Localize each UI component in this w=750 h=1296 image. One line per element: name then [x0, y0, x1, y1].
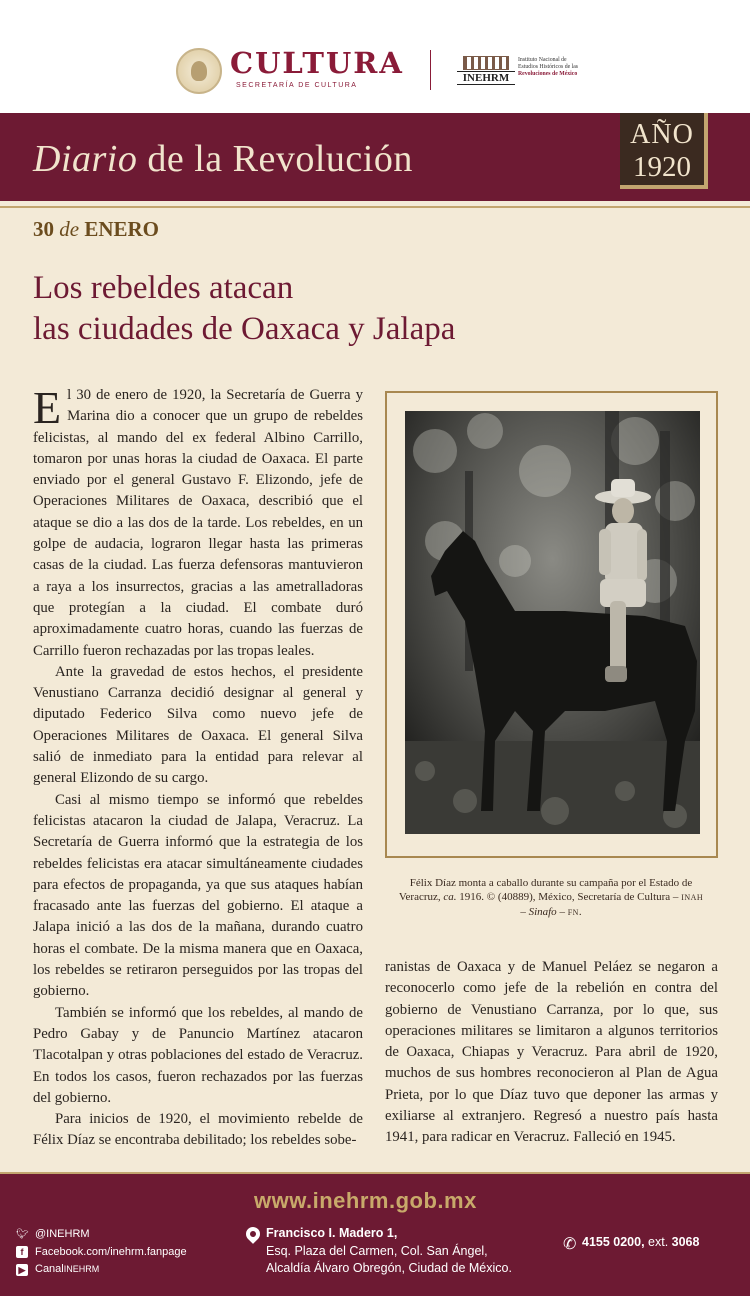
youtube-icon: ▶ [16, 1264, 28, 1276]
year-badge [620, 113, 708, 189]
institute-line: Revoluciones de México [518, 71, 578, 77]
twitter-link[interactable] [16, 1226, 187, 1244]
inehrm-logo [457, 56, 515, 86]
article-date [33, 217, 159, 242]
paragraph: Casi al mismo tiempo se informó que rebeldes felicistas atacaron la ciudad de Jalapa, Veracruz. La Secretaría de Guerra informó que la estrategia de los rebeldes felicistas era atacar simultáneamente ciudades para efectos de propaganda, ya que sus ataques habían fracasado ante las fuerzas del gobierno. El ataque a Jalapa inició a las dos de la mañana, durando cuatro horas el combate. De la misma manera que en Oaxaca, los rebeldes se retiraron perseguidos por las tropas del gobierno. [33, 791, 363, 1000]
divider-line [0, 206, 750, 208]
cultura-logo-text: CULTURA [230, 46, 404, 80]
photo-frame [385, 391, 718, 858]
institute-name [518, 57, 608, 78]
website-link[interactable]: www.inehrm.gob.mx [254, 1188, 477, 1213]
youtube-link[interactable] [16, 1261, 187, 1279]
caption-text: . [578, 906, 582, 918]
drop-cap: E [33, 382, 62, 433]
ext-value: 3068 [671, 1235, 700, 1249]
phone-number[interactable] [582, 1235, 699, 1249]
caption-text: INAH [681, 893, 704, 902]
paragraph: ranistas de Oaxaca y de Manuel Peláez se negaron a reconocerlo como jefe de la rebelión en contra del gobierno de Venustiano Carranza, por lo que, sus operaciones militares se limitaron a algunos territorios de Oaxaca, Chiapas y Veracruz. Para abril de 1920, muchos de sus hombres reconocieron al Plan de Agua Prieta, por lo que Díaz tuvo que deponer las armas y exiliarse al extranjero. Regresó a nuestro país hasta 1941, para radicar en Veracruz. Falleció en 1945. [385, 959, 718, 1146]
address [266, 1225, 512, 1278]
paragraph: Para inicios de 1920, el movimiento rebelde de Félix Díaz se encontraba debilitado; los rebeldes sobe- [33, 1111, 363, 1149]
caption-text: ca. [443, 891, 457, 903]
caption-text: Félix Díaz monta a caballo durante su campaña por el Estado de Veracruz, [398, 877, 693, 903]
headline-line: Los rebeldes atacan [33, 270, 294, 306]
building-icon [463, 56, 509, 70]
title-rest: de la Revolución [137, 138, 413, 180]
national-seal-icon [176, 48, 222, 94]
footer-divider [0, 1172, 750, 1174]
date-day: 30 [33, 217, 54, 241]
date-month: ENERO [84, 217, 160, 241]
ext-label: ext. [644, 1235, 672, 1249]
address-line: Alcaldía Álvaro Obregón, Ciudad de México. [266, 1261, 512, 1275]
youtube-channel: INEHRM [63, 1264, 100, 1274]
facebook-icon: f [16, 1246, 28, 1258]
institute-line: Instituto Nacional de [518, 57, 567, 63]
year-label: AÑO [630, 119, 694, 150]
youtube-prefix: Canal [35, 1263, 64, 1275]
inehrm-logo-text: INEHRM [457, 71, 515, 85]
paragraph: También se informó que los rebeldes, al mando de Pedro Gabay y de Panuncio Martínez atacaron Tlacotalpan y otras poblaciones del estado de Veracruz. En todos los casos, fueron rechazados por las fuerzas del gobierno. [33, 1004, 363, 1106]
article-column-left [33, 382, 363, 1152]
title-italic: Diario [33, 138, 138, 180]
headline-line: las ciudades de Oaxaca y Jalapa [33, 311, 456, 347]
facebook-link[interactable] [16, 1244, 187, 1262]
caption-text: – [556, 906, 568, 918]
caption-text: Sinafo [528, 906, 557, 918]
phone-value: 4155 0200, [582, 1235, 645, 1249]
twitter-icon: 🐦︎ [16, 1228, 29, 1240]
institute-line: Estudios Históricos de las [518, 64, 579, 70]
logo-divider [430, 50, 431, 90]
paragraph-text: l 30 de enero de 1920, la Secretaría de Guerra y Marina dio a conocer que un grupo de rebeldes felicistas, al mando del ex federal Albino Carrillo, tomaron por unas horas la ciudad de Oaxaca. El parte enviado por el general Gustavo F. Elizondo, jefe de Operaciones Militares de Oaxaca, describió que el ataque se dio a las dos de la tarde. Los rebeldes, en un golpe de audacia, lograron llegar hasta las primeras casas de la ciudad. Las fuerza defensoras mantuvieron a raya a los insurrectos, gracias a las ametralladoras que protegían a la ciudad. El combate duró aproximadamente cuatro horas, cuando las fuerzas de Carrillo fueron rechazadas por las tropas leales. [33, 387, 363, 659]
date-de: de [59, 217, 80, 241]
article-column-right [385, 957, 718, 1149]
address-street: Francisco I. Madero 1, [266, 1226, 398, 1240]
facebook-url: Facebook.com/inehrm.fanpage [35, 1245, 187, 1258]
article-headline [33, 268, 713, 350]
caption-text: 1916. © (40889), México, Secretaría de Cultura – [456, 891, 682, 903]
caption-text: – [520, 906, 529, 918]
year-value: 1920 [633, 151, 691, 183]
phone-icon: ✆ [563, 1234, 577, 1253]
address-line: Esq. Plaza del Carmen, Col. San Ángel, [266, 1243, 488, 1258]
twitter-handle: @INEHRM [35, 1228, 90, 1240]
photo-caption [396, 876, 706, 920]
horse-rider-photo [405, 411, 700, 834]
social-links [16, 1226, 187, 1279]
paragraph: Ante la gravedad de estos hechos, el presidente Venustiano Carranza decidió designar al general y diputado Federico Silva como nuevo jefe de Operaciones Militares de Oaxaca. El general Silva salió de inmediato para la entidad para relevar al general Elizondo de su cargo. [33, 663, 363, 787]
secretaria-cultura-text: SECRETARÍA DE CULTURA [236, 82, 358, 89]
paragraph [33, 382, 363, 662]
publication-title [33, 137, 413, 181]
historical-photo [405, 411, 700, 834]
caption-text: FN [567, 908, 579, 917]
